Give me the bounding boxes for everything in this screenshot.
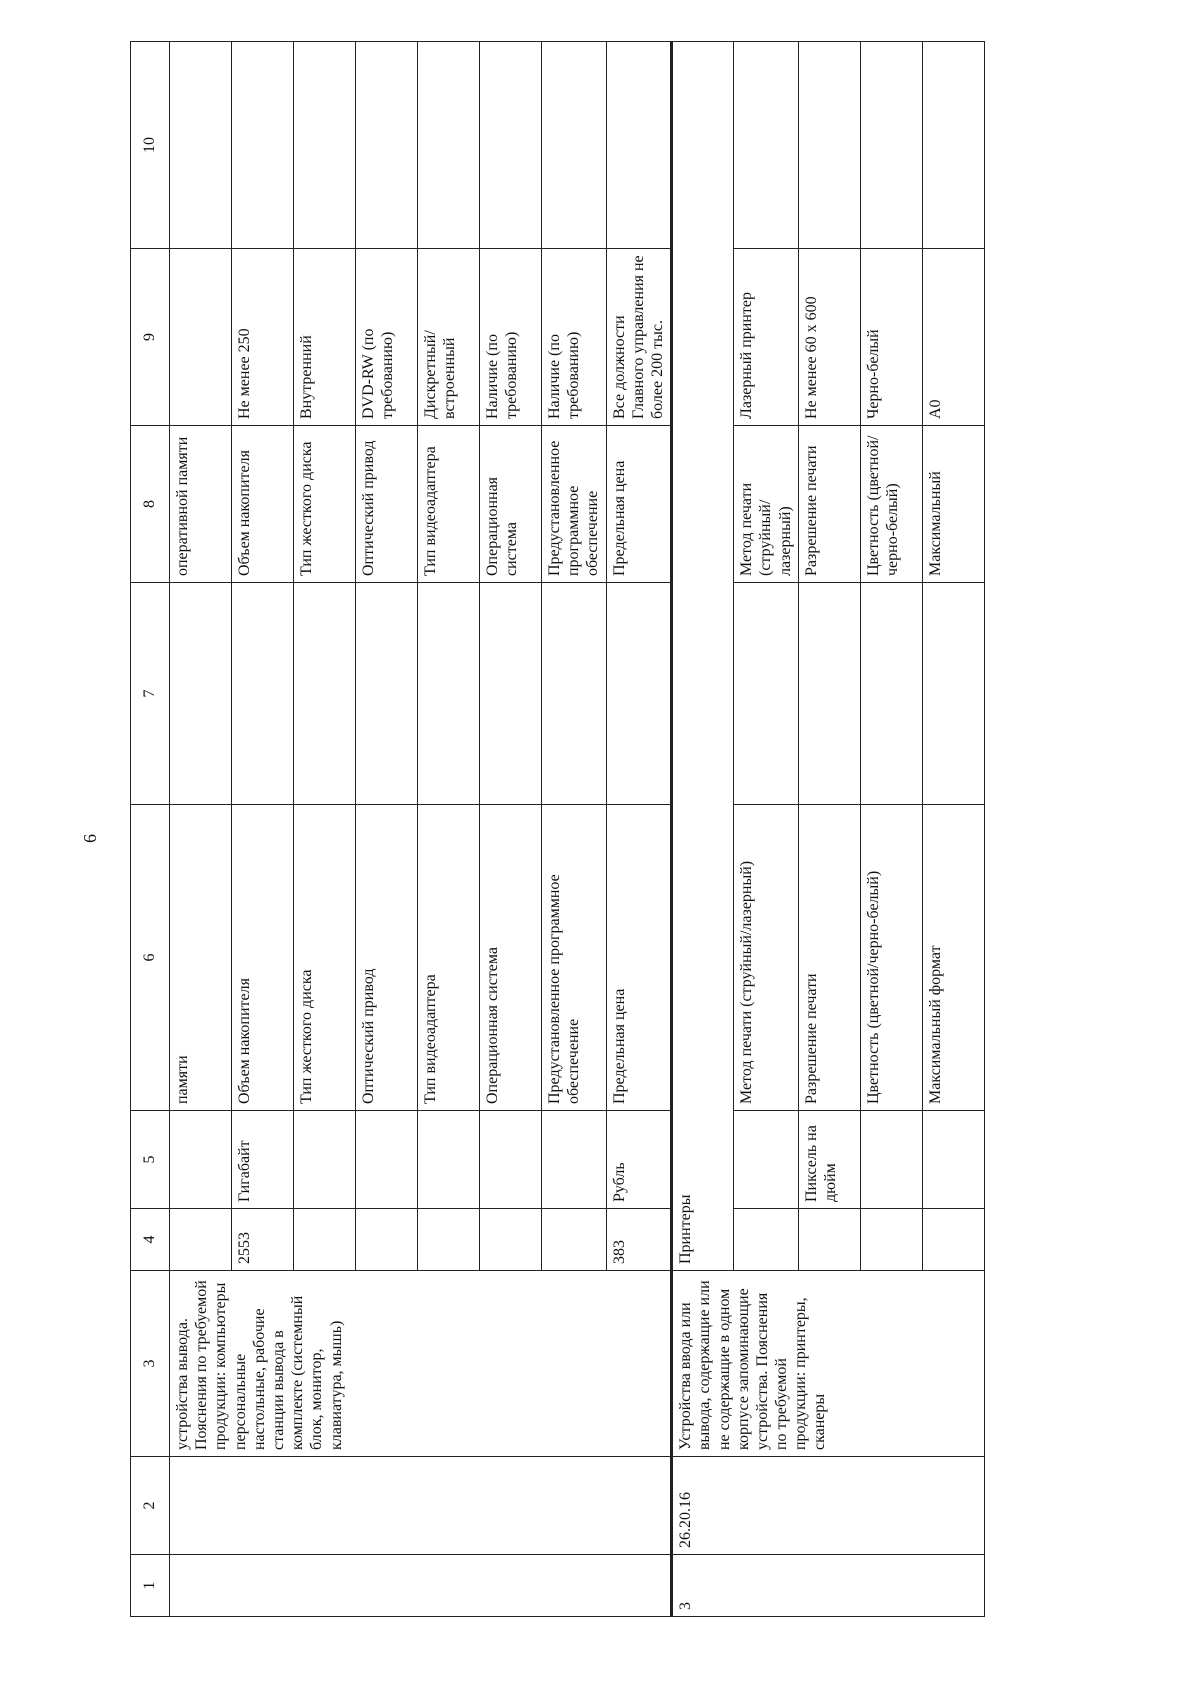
cell-okei-code [734, 1209, 799, 1271]
cell-value-2: Не менее 60 x 600 [798, 249, 860, 426]
cell-okei-code [356, 1209, 418, 1271]
cell-value-2: Наличие (по требованию) [480, 249, 542, 426]
cell-justification [734, 42, 799, 249]
cell-characteristic-2: Тип видеоадаптера [418, 426, 480, 583]
cell-value [356, 583, 418, 805]
cell-value [798, 583, 860, 805]
cell-value [606, 583, 672, 805]
cell-unit [170, 1111, 232, 1209]
cell-characteristic-2: оперативной памяти [170, 426, 232, 583]
cell-value [922, 583, 984, 805]
cell-justification [922, 42, 984, 249]
cell-justification [232, 42, 294, 249]
cell-justification [170, 42, 232, 249]
cell-okei-code [860, 1209, 922, 1271]
cell-value-2: Черно-белый [860, 249, 922, 426]
cell-unit: Гигабайт [232, 1111, 294, 1209]
cell-justification [418, 42, 480, 249]
specification-table [130, 41, 985, 1617]
cell-value [542, 583, 607, 805]
column-header: 8 [131, 426, 170, 583]
cell-characteristic-2: Цветность (цветной/черно-белый) [860, 426, 922, 583]
cell-characteristic: Метод печати (струйный/лазерный) [734, 805, 799, 1111]
cell-unit: Пиксель на дюйм [798, 1111, 860, 1209]
cell-value [232, 583, 294, 805]
cell-okei-code [418, 1209, 480, 1271]
cell-characteristic-2: Предельная цена [606, 426, 672, 583]
cell-okei-code [294, 1209, 356, 1271]
cell-value-2: Лазерный принтер [734, 249, 799, 426]
cell-justification [480, 42, 542, 249]
cell-value-2: DVD-RW (по требованию) [356, 249, 418, 426]
cell-characteristic: Предельная цена [606, 805, 672, 1111]
cell-characteristic-2: Оптический привод [356, 426, 418, 583]
cell-unit [418, 1111, 480, 1209]
table-row [672, 42, 734, 1617]
column-numbers-row [131, 42, 170, 1617]
cell-okei-code [542, 1209, 607, 1271]
cell-characteristic-2: Максимальный [922, 426, 984, 583]
cell-okei-code: 2553 [232, 1209, 294, 1271]
cell-characteristic: Разрешение печати [798, 805, 860, 1111]
cell-justification [294, 42, 356, 249]
cell-value-2 [170, 249, 232, 426]
cell-code: 26.20.16 [672, 1457, 985, 1555]
column-header: 2 [131, 1457, 170, 1555]
column-header: 6 [131, 805, 170, 1111]
cell-justification [860, 42, 922, 249]
column-header: 10 [131, 42, 170, 249]
cell-description: устройства вывода. Пояснения по требуемой продукции: компьютеры персональные настольные, рабочие станции вывода в комплекте (системный блок, монитор, клавиатура, мышь) [170, 1271, 672, 1457]
cell-okei-code [922, 1209, 984, 1271]
cell-characteristic: Оптический привод [356, 805, 418, 1111]
cell-characteristic: Тип видеоадаптера [418, 805, 480, 1111]
cell-value-2: Наличие (по требованию) [542, 249, 607, 426]
cell-characteristic-2: Разрешение печати [798, 426, 860, 583]
cell-justification [798, 42, 860, 249]
page-number: 6 [80, 834, 100, 843]
cell-value-2: А0 [922, 249, 984, 426]
cell-characteristic: Максимальный формат [922, 805, 984, 1111]
cell-characteristic: Объем накопителя [232, 805, 294, 1111]
cell-okei-code [480, 1209, 542, 1271]
cell-okei-code: 383 [606, 1209, 672, 1271]
cell-unit [294, 1111, 356, 1209]
cell-code [170, 1457, 672, 1555]
cell-characteristic-2: Объем накопителя [232, 426, 294, 583]
cell-description: Устройства ввода или вывода, содержащие или не содержащие в одном корпусе запоминающие устройства. Пояснения по требуемой продукции: принтеры, сканеры [672, 1271, 985, 1457]
cell-characteristic-2: Метод печати (струйный/лазерный) [734, 426, 799, 583]
cell-justification [356, 42, 418, 249]
cell-unit [480, 1111, 542, 1209]
cell-characteristic: Цветность (цветной/черно-белый) [860, 805, 922, 1111]
cell-okei-code [798, 1209, 860, 1271]
cell-characteristic: Операционная система [480, 805, 542, 1111]
cell-characteristic: памяти [170, 805, 232, 1111]
cell-unit [356, 1111, 418, 1209]
cell-unit [542, 1111, 607, 1209]
cell-value-2: Все должности Главного управления не более 200 тыс. [606, 249, 672, 426]
cell-value [480, 583, 542, 805]
column-header: 5 [131, 1111, 170, 1209]
cell-characteristic-2: Тип жесткого диска [294, 426, 356, 583]
section-title: Принтеры [672, 42, 734, 1271]
cell-value [294, 583, 356, 805]
column-header: 9 [131, 249, 170, 426]
cell-num [170, 1555, 672, 1617]
column-header: 7 [131, 583, 170, 805]
cell-value-2: Дискретный/встроенный [418, 249, 480, 426]
cell-value [734, 583, 799, 805]
cell-okei-code [170, 1209, 232, 1271]
cell-justification [542, 42, 607, 249]
column-header: 3 [131, 1271, 170, 1457]
cell-unit [922, 1111, 984, 1209]
cell-characteristic: Предустановленное программное обеспечение [542, 805, 607, 1111]
rotated-page [130, 42, 1098, 1617]
cell-value [860, 583, 922, 805]
cell-value-2: Не менее 250 [232, 249, 294, 426]
column-header: 4 [131, 1209, 170, 1271]
cell-unit: Рубль [606, 1111, 672, 1209]
column-header: 1 [131, 1555, 170, 1617]
cell-num: 3 [672, 1555, 985, 1617]
cell-characteristic: Тип жесткого диска [294, 805, 356, 1111]
table-row [170, 42, 232, 1617]
cell-unit [860, 1111, 922, 1209]
cell-value [170, 583, 232, 805]
cell-unit [734, 1111, 799, 1209]
cell-value-2: Внутренний [294, 249, 356, 426]
cell-justification [606, 42, 672, 249]
cell-characteristic-2: Предустановленное программное обеспечение [542, 426, 607, 583]
cell-characteristic-2: Операционная система [480, 426, 542, 583]
cell-value [418, 583, 480, 805]
